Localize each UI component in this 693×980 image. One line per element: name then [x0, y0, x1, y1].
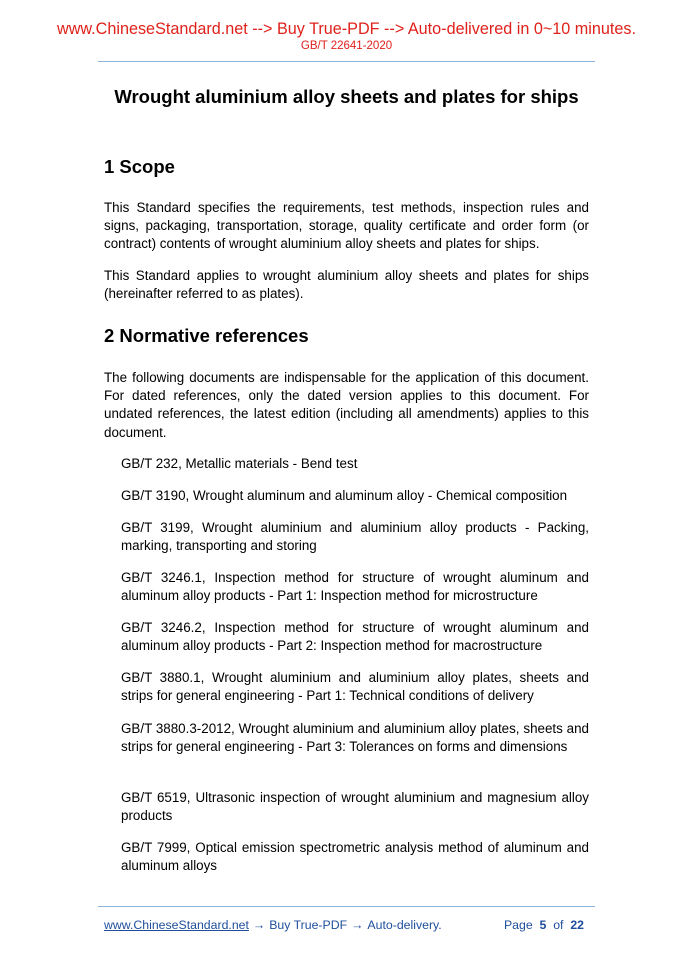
- standard-code: GB/T 22641-2020: [300, 40, 393, 52]
- total-pages-number: 22: [570, 918, 584, 932]
- reference-item: GB/T 3190, Wrought aluminum and aluminum alloy - Chemical composition: [121, 488, 568, 503]
- reference-item: GB/T 3880.3-2012, Wrought aluminium and aluminium alloy plates, sheets and strips for general engineering - Part 3: Tolerances on forms and dimensions: [121, 721, 589, 755]
- arrow-right-icon: →: [252, 918, 266, 932]
- footer-divider: [98, 906, 595, 907]
- site-link[interactable]: www.ChineseStandard.net: [104, 918, 249, 932]
- normative-intro-paragraph: The following documents are indispensable for the application of this document. For dated references, only the dated version applies to this document. For undated references, the latest edition (including all amendments) applies to this document.: [104, 370, 589, 440]
- reference-item: GB/T 3880.1, Wrought aluminium and aluminium alloy plates, sheets and strips for general engineering - Part 1: Technical conditions of delivery: [121, 670, 589, 704]
- page-word: Page: [503, 918, 533, 932]
- page-indicator: [504, 917, 584, 933]
- reference-item: GB/T 7999, Optical emission spectrometric analysis method of aluminum and aluminum alloys: [121, 840, 589, 874]
- section-heading-normative-references: 2 Normative references: [104, 325, 309, 346]
- promo-banner[interactable]: www.ChineseStandard.net --> Buy True-PDF --> Auto-delivered in 0~10 minutes.: [57, 20, 636, 38]
- reference-item: GB/T 6519, Ultrasonic inspection of wrought aluminium and magnesium alloy products: [121, 790, 589, 824]
- auto-delivery-text: Auto-delivery.: [367, 918, 442, 932]
- current-page-number: 5: [539, 918, 547, 932]
- reference-item: GB/T 3246.2, Inspection method for structure of wrought aluminum and aluminum alloy products - Part 2: Inspection method for macrostructure: [121, 620, 589, 654]
- header-divider: [98, 61, 595, 62]
- reference-item: GB/T 3199, Wrought aluminium and aluminium alloy products - Packing, marking, transporting and storing: [121, 520, 589, 554]
- page-footer: [104, 917, 589, 933]
- reference-item: GB/T 3246.1, Inspection method for structure of wrought aluminum and aluminum alloy products - Part 1: Inspection method for microstructure: [121, 570, 589, 604]
- buy-true-pdf-text: Buy True-PDF: [269, 918, 348, 932]
- scope-paragraph: This Standard specifies the requirements, test methods, inspection rules and signs, packaging, transportation, storage, quality certificate and order form (or contract) contents of wrought aluminium alloy sheets and plates for ships.: [104, 200, 589, 252]
- section-heading-scope: 1 Scope: [104, 156, 175, 177]
- scope-paragraph: This Standard applies to wrought aluminium alloy sheets and plates for ships (hereinafter referred to as plates).: [104, 268, 589, 302]
- of-word: of: [553, 918, 564, 932]
- reference-item: GB/T 232, Metallic materials - Bend test: [121, 456, 358, 471]
- arrow-right-icon: →: [351, 918, 364, 932]
- document-title: Wrought aluminium alloy sheets and plates for ships: [114, 86, 579, 107]
